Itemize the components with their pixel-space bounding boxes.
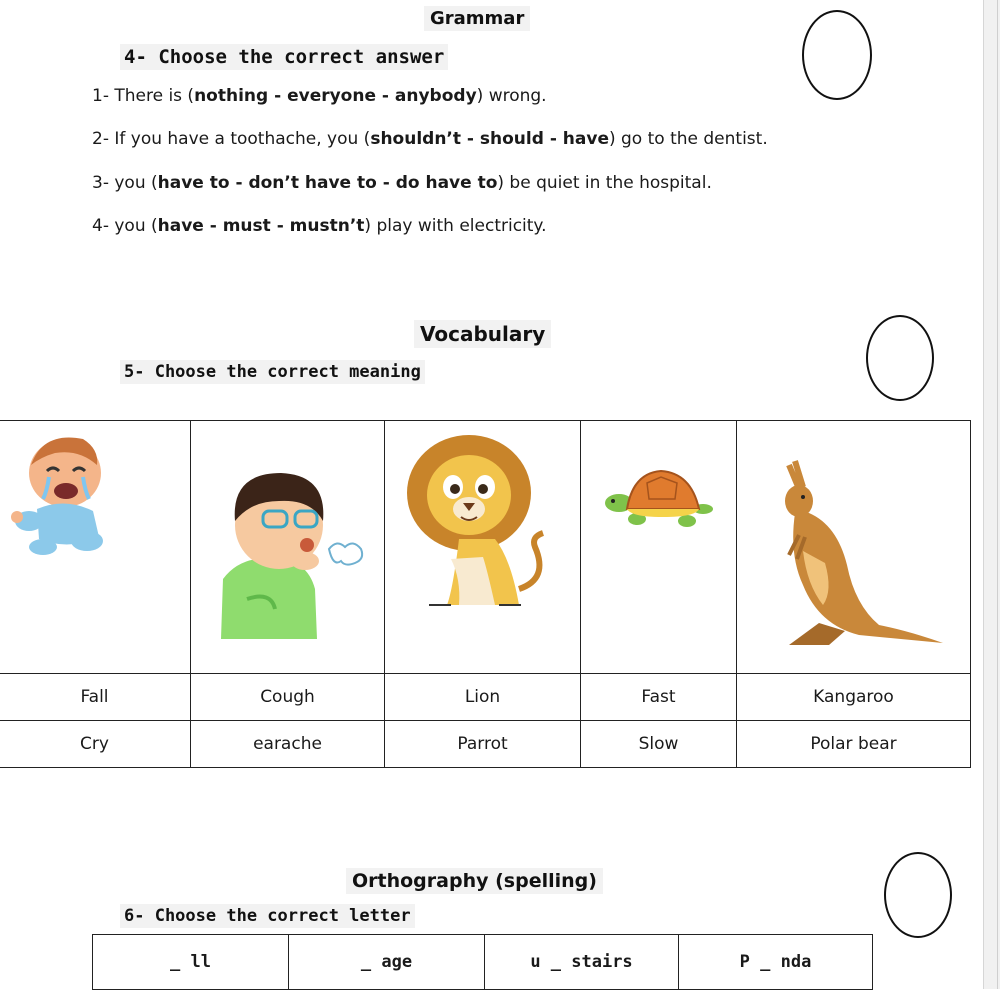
option-cell[interactable]: Fast (581, 674, 737, 721)
question-suffix: ) be quiet in the hospital. (497, 173, 712, 193)
coughing-boy-picture (211, 459, 371, 639)
turtle-picture (599, 463, 719, 533)
grammar-question-3 (92, 173, 712, 193)
orthography-title: Orthography (spelling) (346, 868, 603, 894)
picture-row (0, 421, 971, 674)
picture-cell (0, 421, 191, 674)
picture-cell (737, 421, 971, 674)
spelling-word-cell[interactable]: _ age (289, 935, 485, 990)
question-prefix: 2- If you have a toothache, you ( (92, 129, 371, 149)
grammar-question-2 (92, 129, 768, 149)
option-cell[interactable]: Fall (0, 674, 191, 721)
grammar-title: Grammar (424, 6, 530, 31)
orthography-score-circle (884, 852, 952, 938)
question-suffix: ) wrong. (476, 86, 547, 106)
question-suffix: ) go to the dentist. (608, 129, 768, 149)
spelling-table (92, 934, 873, 990)
spelling-word-cell[interactable]: u _ stairs (485, 935, 679, 990)
question-prefix: 1- There is ( (92, 86, 195, 106)
picture-cell (581, 421, 737, 674)
question-options: have to - don’t have to - do have to (157, 173, 498, 193)
kangaroo-picture (759, 455, 949, 655)
spelling-row (93, 935, 873, 990)
question-prefix: 4- you ( (92, 216, 158, 236)
page-scrollbar[interactable] (983, 0, 1000, 989)
option-cell[interactable]: Cry (0, 721, 191, 768)
orthography-heading: 6- Choose the correct letter (120, 904, 415, 928)
lion-picture (399, 429, 559, 619)
vocabulary-title: Vocabulary (414, 320, 551, 348)
option-cell[interactable]: Slow (581, 721, 737, 768)
option-cell[interactable]: Polar bear (737, 721, 971, 768)
picture-cell (385, 421, 581, 674)
vocabulary-table (0, 420, 971, 768)
spelling-word-cell[interactable]: _ ll (93, 935, 289, 990)
grammar-question-1 (92, 86, 547, 106)
picture-cell (191, 421, 385, 674)
option-row-1 (0, 674, 971, 721)
option-cell[interactable]: earache (191, 721, 385, 768)
option-cell[interactable]: Kangaroo (737, 674, 971, 721)
question-suffix: ) play with electricity. (364, 216, 547, 236)
option-row-2 (0, 721, 971, 768)
grammar-question-4 (92, 216, 546, 236)
option-cell[interactable]: Parrot (385, 721, 581, 768)
crying-baby-picture (3, 425, 113, 555)
question-options: nothing - everyone - anybody (194, 86, 477, 106)
vocabulary-heading: 5- Choose the correct meaning (120, 360, 425, 384)
vocabulary-score-circle (866, 315, 934, 401)
option-cell[interactable]: Lion (385, 674, 581, 721)
grammar-score-circle (802, 10, 872, 100)
question-options: shouldn’t - should - have (370, 129, 609, 149)
option-cell[interactable]: Cough (191, 674, 385, 721)
question-prefix: 3- you ( (92, 173, 158, 193)
question-options: have - must - mustn’t (157, 216, 365, 236)
grammar-heading: 4- Choose the correct answer (120, 44, 448, 70)
spelling-word-cell[interactable]: P _ nda (679, 935, 873, 990)
